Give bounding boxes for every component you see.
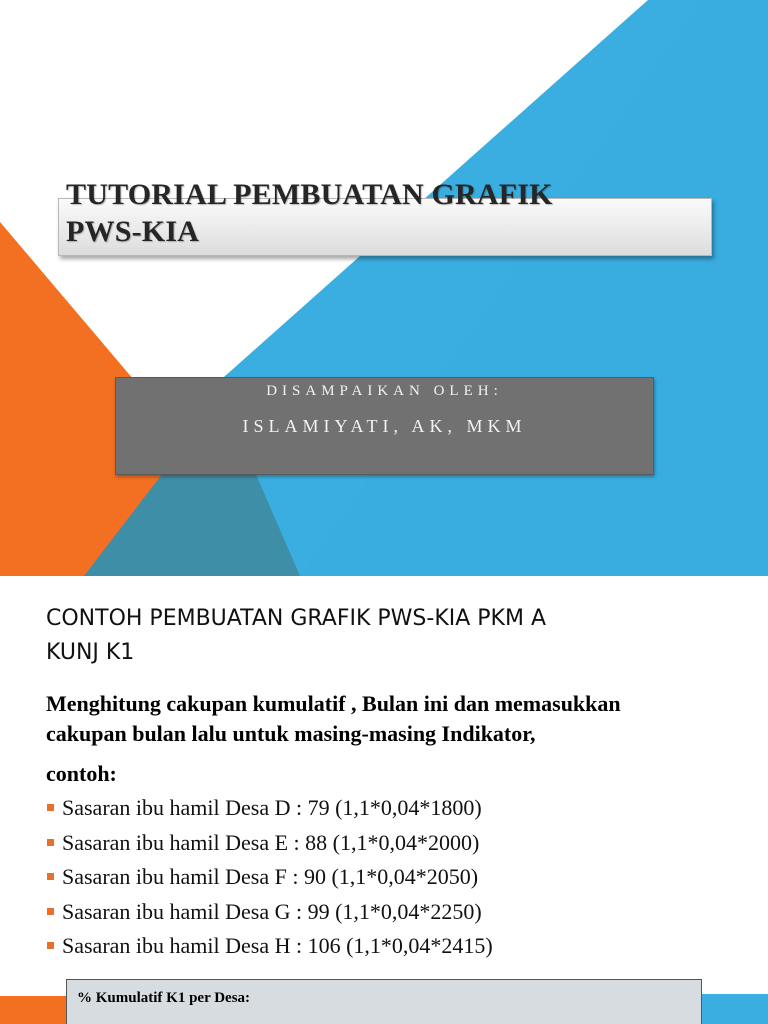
square-bullet-icon xyxy=(47,908,54,915)
square-bullet-icon xyxy=(47,804,54,811)
list-item-text: Sasaran ibu hamil Desa E : 88 (1,1*0,04*2000) xyxy=(62,829,480,855)
content-heading-line-2: KUNJ K1 xyxy=(46,640,135,665)
target-list xyxy=(46,791,493,964)
list-item-text: Sasaran ibu hamil Desa H : 106 (1,1*0,04*2415) xyxy=(62,933,493,958)
list-item xyxy=(46,860,493,895)
list-item xyxy=(46,929,493,964)
orange-corner-shape xyxy=(0,996,66,1024)
slide-title-line-2: PWS-KIA xyxy=(66,215,200,248)
table-title: % Kumulatif K1 per Desa: xyxy=(77,990,251,1006)
presenter-name: ISLAMIYATI, AK, MKM xyxy=(242,416,527,436)
square-bullet-icon xyxy=(47,839,54,846)
list-item-text: Sasaran ibu hamil Desa D : 79 (1,1*0,04*1800) xyxy=(62,795,482,820)
content-slide xyxy=(0,576,768,1024)
list-item-text: Sasaran ibu hamil Desa F : 90 (1,1*0,04*2050) xyxy=(62,864,479,889)
cumulative-table-box xyxy=(66,979,702,1024)
example-label: contoh: xyxy=(46,761,117,786)
intro-line-2: cakupan bulan lalu untuk masing-masing Indikator, xyxy=(46,721,536,746)
square-bullet-icon xyxy=(47,873,54,880)
content-heading xyxy=(46,602,686,670)
list-item-text: Sasaran ibu hamil Desa G : 99 (1,1*0,04*2250) xyxy=(62,898,482,924)
list-item xyxy=(46,791,493,826)
intro-paragraph xyxy=(46,689,746,749)
content-heading-line-1: CONTOH PEMBUATAN GRAFIK PWS-KIA PKM A xyxy=(46,606,546,631)
square-bullet-icon xyxy=(47,942,54,949)
blue-corner-shape xyxy=(702,994,768,1024)
intro-line-1: Menghitung cakupan kumulatif , Bulan ini dan memasukkan xyxy=(46,691,621,716)
subtitle-box xyxy=(115,377,654,475)
presenter-label: DISAMPAIKAN OLEH: xyxy=(266,383,503,399)
slide-title-line-1: TUTORIAL PEMBUATAN GRAFIK xyxy=(66,178,553,211)
slide-title xyxy=(66,176,706,250)
list-item xyxy=(46,895,493,930)
list-item xyxy=(46,826,493,861)
